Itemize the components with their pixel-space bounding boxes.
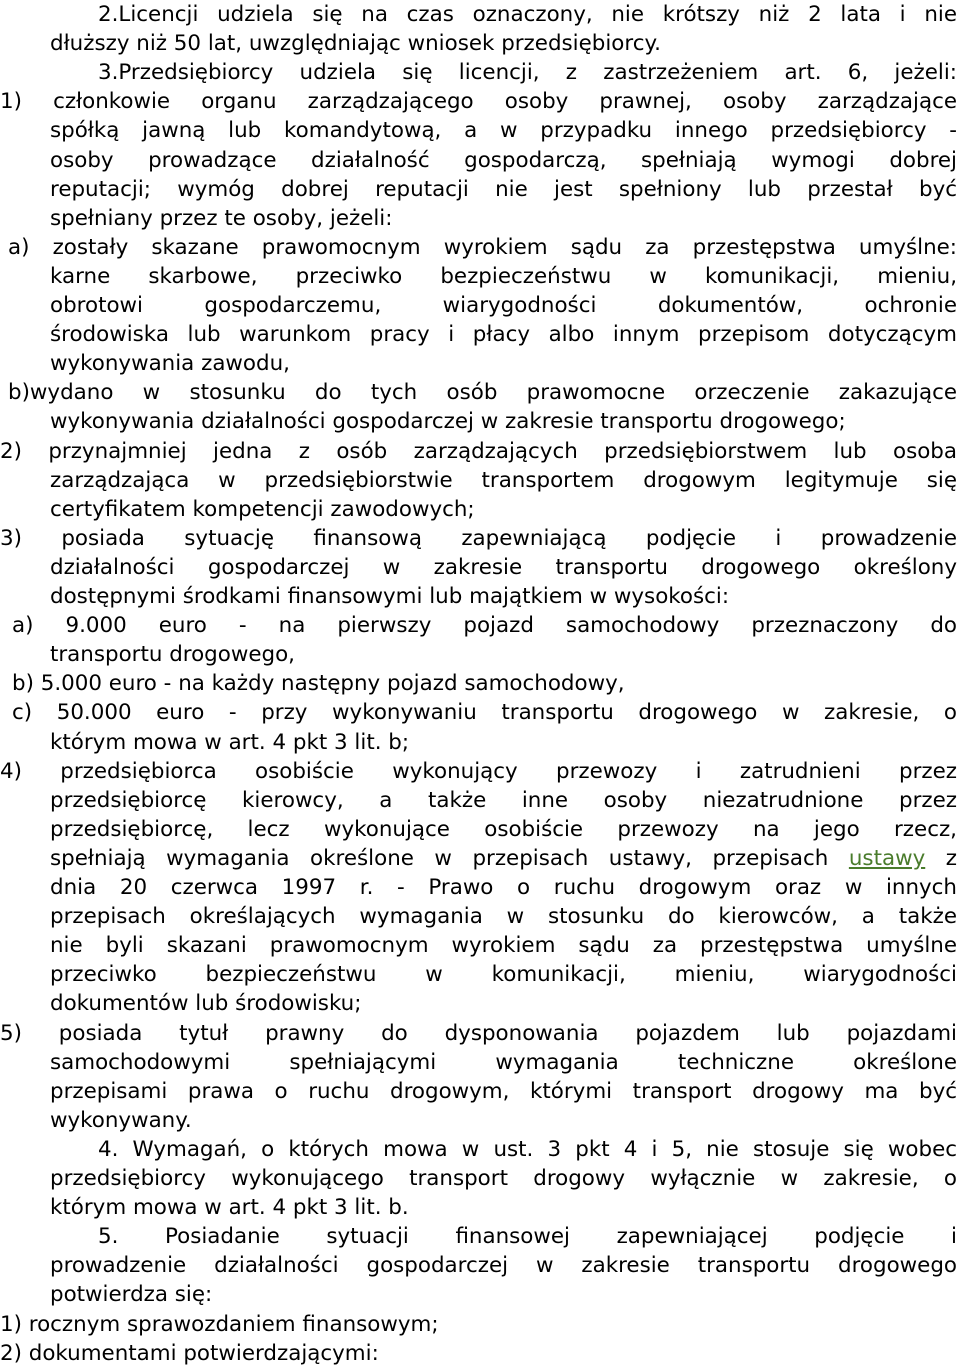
line-text: transportu drogowego, — [50, 642, 295, 668]
text-line — [0, 437, 957, 466]
line-text: przedsiębiorcy wykonującego transport drogowy wyłącznie w zakresie, o — [50, 1166, 957, 1191]
line-text: b)wydano w stosunku do tych osób prawomocne orzeczenie zakazujące — [8, 380, 957, 406]
text-line — [50, 1280, 212, 1309]
text-line — [0, 1339, 379, 1368]
text-line — [98, 0, 957, 29]
text-line — [50, 320, 957, 349]
line-text: 3) posiada sytuację finansową zapewniającą podjęcie i prowadzenie — [0, 525, 957, 551]
line-text: c) 50.000 euro - przy wykonywaniu transportu drogowego w zakresie, o — [12, 700, 957, 726]
text-line — [50, 29, 661, 58]
line-text: nie byli skazani prawomocnym wyrokiem sądu za przestępstwa umyślne — [50, 933, 957, 959]
line-text: którym mowa w art. 4 pkt 3 lit. b. — [50, 1195, 409, 1221]
line-text: 2.Licencji udziela się na czas oznaczony, nie krótszy niż 2 lata i nie — [98, 2, 957, 27]
line-text: 1) członkowie organu zarządzającego osoby prawnej, osoby zarządzające — [0, 89, 957, 115]
text-line — [50, 902, 957, 931]
text-line — [98, 58, 957, 87]
line-text-tail: z — [945, 845, 957, 871]
text-line — [12, 611, 957, 640]
text-line — [50, 931, 957, 960]
line-text: dostępnymi środkami finansowymi lub majątkiem w wysokości: — [50, 584, 730, 609]
line-text: wykonywania zawodu, — [50, 351, 290, 377]
line-text: 2) przynajmniej jedna z osób zarządzających przedsiębiorstwem lub osoba — [0, 438, 957, 464]
text-line — [50, 728, 409, 757]
line-text: certyfikatem kompetencji zawodowych; — [50, 496, 475, 522]
line-text: b) 5.000 euro - na każdy następny pojazd samochodowy, — [12, 671, 625, 697]
text-line — [12, 698, 957, 727]
line-text: 4. Wymagań, o których mowa w ust. 3 pkt 4 i 5, nie stosuje się wobec — [98, 1136, 957, 1162]
line-text: przedsiębiorcę kierowcy, a także inne osoby niezatrudnione przez — [50, 787, 957, 813]
line-text: samochodowymi spełniającymi wymagania techniczne określone — [50, 1049, 957, 1075]
text-line — [50, 407, 846, 436]
line-text: działalności gospodarczej w zakresie transportu drogowego określony — [50, 554, 957, 580]
line-text: prowadzenie działalności gospodarczej w zakresie transportu drogowego — [50, 1253, 957, 1279]
line-text: spółką jawną lub komandytową, a w przypadku innego przedsiębiorcy - — [50, 118, 957, 144]
text-line — [50, 553, 957, 582]
line-text: przeciwko bezpieczeństwu w komunikacji, mieniu, wiarygodności — [50, 962, 957, 988]
line-text: przedsiębiorcę, lecz wykonujące osobiście przewozy na jego rzecz, — [50, 816, 957, 842]
line-text: karne skarbowe, przeciwko bezpieczeństwu w komunikacji, mieniu, — [50, 263, 957, 289]
line-text: osoby prowadzące działalność gospodarczą, spełniają wymogi dobrej — [50, 147, 957, 173]
line-text: środowiska lub warunkom pracy i płacy albo innym przepisom dotyczącym — [50, 322, 957, 348]
line-text: a) zostały skazane prawomocnym wyrokiem sądu za przestępstwa umyślne: — [8, 234, 957, 260]
line-text: zarządzająca w przedsiębiorstwie transportem drogowym legitymuje się — [50, 467, 957, 493]
ustawy-link[interactable]: ustawy — [848, 845, 926, 871]
text-line — [50, 495, 475, 524]
text-line — [50, 640, 295, 669]
line-text: dnia 20 czerwca 1997 r. - Prawo o ruchu drogowym oraz w innych — [50, 875, 957, 900]
text-line — [50, 349, 290, 378]
line-text: a) 9.000 euro - na pierwszy pojazd samochodowy przeznaczony do — [12, 613, 957, 639]
line-text: spełniany przez te osoby, jeżeli: — [50, 205, 393, 231]
line-text: przepisach określających wymagania w stosunku do kierowców, a także — [50, 904, 957, 930]
text-line — [98, 1135, 957, 1164]
text-line — [98, 1222, 957, 1251]
text-line — [50, 1106, 192, 1135]
text-line — [0, 1310, 439, 1339]
line-text: obrotowi gospodarczemu, wiarygodności dokumentów, ochronie — [50, 293, 957, 318]
text-line — [0, 757, 957, 786]
text-line — [50, 582, 729, 611]
text-line — [50, 815, 957, 844]
text-line — [50, 146, 957, 175]
line-text: 5) posiada tytuł prawny do dysponowania pojazdem lub pojazdami — [0, 1020, 957, 1046]
line-text: przepisami prawa o ruchu drogowym, którymi transport drogowy ma być — [50, 1078, 957, 1104]
text-line — [50, 262, 957, 291]
text-line — [50, 989, 361, 1018]
line-text: 3.Przedsiębiorcy udziela się licencji, z zastrzeżeniem art. 6, jeżeli: — [98, 60, 957, 86]
line-text: spełniają wymagania określone w przepisach ustawy, przepisach — [50, 845, 829, 871]
text-line — [8, 378, 957, 407]
line-text: 4) przedsiębiorca osobiście wykonujący przewozy i zatrudnieni przez — [0, 758, 957, 784]
line-text: dłuższy niż 50 lat, uwzględniając wniosek przedsiębiorcy. — [50, 31, 661, 57]
text-line — [50, 1251, 957, 1280]
text-line — [0, 1019, 957, 1048]
line-text: którym mowa w art. 4 pkt 3 lit. b; — [50, 729, 410, 755]
line-text: 5. Posiadanie sytuacji finansowej zapewniającej podjęcie i — [98, 1224, 957, 1250]
text-line — [0, 87, 957, 116]
text-line — [50, 116, 957, 145]
text-line — [50, 786, 957, 815]
line-text: wykonywany. — [50, 1107, 192, 1133]
text-line — [50, 204, 392, 233]
text-line — [0, 524, 957, 553]
text-line — [50, 1193, 409, 1222]
text-line — [8, 233, 957, 262]
line-text: 2) dokumentami potwierdzającymi: — [0, 1340, 379, 1366]
text-line — [50, 960, 957, 989]
text-line — [12, 669, 625, 698]
text-line — [50, 466, 957, 495]
line-text: reputacji; wymóg dobrej reputacji nie jest spełniony lub przestał być — [50, 176, 957, 202]
text-line — [50, 291, 957, 320]
line-text: 1) rocznym sprawozdaniem finansowym; — [0, 1311, 439, 1337]
text-line — [50, 175, 957, 204]
line-text: dokumentów lub środowisku; — [50, 991, 362, 1017]
text-line — [50, 1164, 957, 1193]
line-text: potwierdza się: — [50, 1282, 213, 1308]
text-line — [50, 873, 957, 902]
text-line — [50, 1077, 957, 1106]
text-line — [50, 1048, 957, 1077]
line-text: wykonywania działalności gospodarczej w zakresie transportu drogowego; — [50, 409, 846, 435]
text-line — [50, 844, 957, 873]
